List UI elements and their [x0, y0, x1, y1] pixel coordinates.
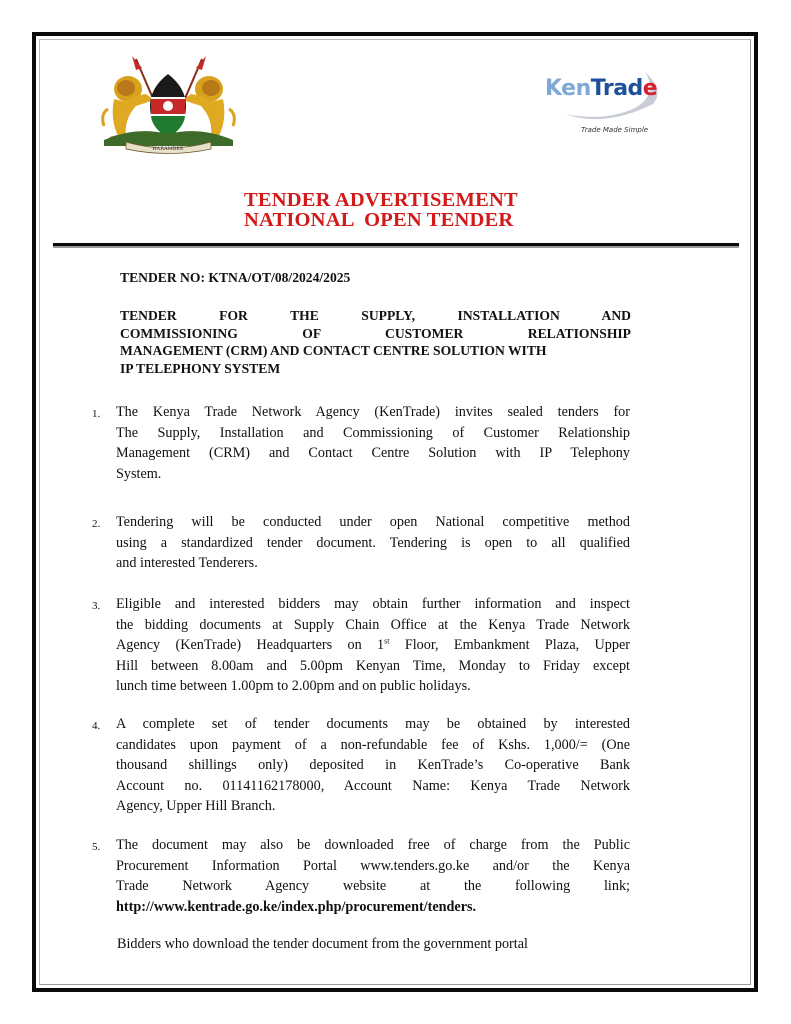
title-line-2: NATIONAL OPEN TENDER [244, 209, 514, 231]
page-title [244, 190, 518, 230]
logo-trad: Trad [590, 76, 643, 101]
procurement-link[interactable]: http://www.kentrade.go.ke/index.php/procurement/tenders. [116, 898, 477, 915]
text-line: Eligible and interested bidders may obtain further information and inspect [116, 596, 630, 612]
kenya-coat-of-arms-icon [96, 54, 241, 154]
text-line [116, 635, 630, 656]
list-item-body [116, 714, 630, 817]
text-line: Account no. 01141162178000, Account Name: Kenya Trade Network [116, 777, 630, 794]
text-line: Procurement Information Portal www.tenders.go.ke and/or the Kenya [116, 857, 630, 874]
text-line: Agency, Upper Hill Branch. [116, 798, 276, 814]
tender-title-line: IP TELEPHONY SYSTEM [120, 360, 281, 376]
logo-tagline: Trade Made Simple [581, 126, 649, 134]
tender-title-line: COMMISSIONING OF CUSTOMER RELATIONSHIP [120, 325, 631, 341]
title-line-1: TENDER ADVERTISEMENT [244, 189, 518, 211]
list-item-number: 4. [92, 720, 101, 732]
tender-title-line: TENDER FOR THE SUPPLY, INSTALLATION AND [120, 308, 631, 323]
coat-motto: HARAMBEE [152, 146, 184, 152]
text-line: the bidding documents at Supply Chain Office at the Kenya Trade Network [116, 616, 630, 633]
text-line: using a standardized tender document. Tendering is open to all qualified [116, 534, 630, 551]
text-line: Trade Network Agency website at the following link; [116, 878, 630, 894]
text-line: and interested Tenderers. [116, 555, 258, 571]
text-line: A complete set of tender documents may be obtained by interested [116, 716, 630, 732]
list-item-body [116, 402, 630, 484]
text-line: The Supply, Installation and Commissioning of Customer Relationship [116, 424, 630, 441]
tender-number: TENDER NO: KTNA/OT/08/2024/2025 [120, 270, 351, 285]
text-line: lunch time between 1.00pm to 2.00pm and on public holidays. [116, 678, 471, 694]
list-item-body [116, 835, 630, 917]
superscript: st [384, 636, 390, 646]
text-line: The document may also be downloaded free of charge from the Public [116, 837, 630, 853]
text-fragment: Floor, Embankment Plaza, Upper [389, 637, 630, 653]
list-item-number: 3. [92, 600, 101, 612]
tender-title [120, 307, 631, 377]
text-line: thousand shillings only) deposited in KenTrade’s Co-operative Bank [116, 757, 630, 773]
title-divider [53, 243, 739, 248]
trailing-paragraph: Bidders who download the tender document from the government portal [117, 936, 528, 952]
logo-wordmark [545, 76, 657, 101]
tender-title-line: MANAGEMENT (CRM) AND CONTACT CENTRE SOLUTION WITH [120, 343, 547, 358]
list-item-body [116, 594, 630, 697]
list-item-number: 1. [92, 408, 101, 420]
text-line: Hill between 8.00am and 5.00pm Kenyan Time, Monday to Friday except [116, 657, 630, 674]
logo-e: e [642, 76, 658, 101]
text-line: The Kenya Trade Network Agency (KenTrade) invites sealed tenders for [116, 404, 630, 420]
text-line: candidates upon payment of a non-refundable fee of Kshs. 1,000/= (One [116, 736, 630, 753]
text-line: Tendering will be conducted under open National competitive method [116, 514, 630, 530]
kentrade-logo [535, 64, 675, 144]
text-line: System. [116, 465, 162, 482]
list-item-number: 2. [92, 518, 101, 530]
list-item-number: 5. [92, 841, 101, 853]
text-line: Management (CRM) and Contact Centre Solution with IP Telephony [116, 445, 630, 461]
text-fragment: Agency (KenTrade) Headquarters on 1 [116, 637, 385, 653]
logo-ken: Ken [545, 76, 591, 101]
list-item-body [116, 512, 630, 574]
